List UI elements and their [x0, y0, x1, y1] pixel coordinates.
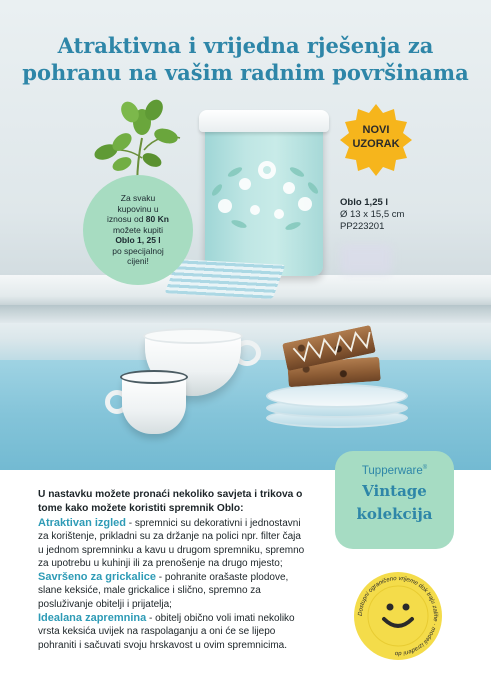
headline-line-2: pohranu na vašim radnim površinama [22, 60, 469, 85]
tip-text: - obitelj obično voli imati nekoliko [146, 613, 295, 624]
tip-line: za upotrebu u kuhinji ili za prenošenje na drugo mjesto; [38, 558, 283, 570]
product-info [340, 197, 404, 233]
intro-line: tome kako možete koristiti spremnik Oblo: [38, 502, 244, 514]
headline-line-1: Atraktivna i vrijedna rješenja za [57, 33, 434, 58]
product-dimensions: Ø 13 x 15,5 cm [340, 209, 405, 220]
floral-pattern [205, 148, 323, 248]
tip-title: Idealana zapremnina [38, 612, 147, 624]
tip-title: Atraktivan izgled [38, 517, 127, 529]
tip-1 [38, 517, 320, 571]
tip-line: vrsta keksića uvijek na raspolaganju a oni će se lijepo [38, 626, 276, 638]
oblo-canister-image [205, 126, 323, 276]
tip-line: slane keksiće, male grickalice i slično, spremno za [38, 585, 261, 597]
promo-product: Oblo 1, 25 l [115, 235, 161, 246]
intro-line: U nastavku možete pronaći nekoliko savjeta i trikova o [38, 489, 303, 500]
vintage-title: Vintage [362, 482, 427, 500]
tip-line: posluživanje obitelji i prijatelja; [38, 598, 172, 610]
intro-text [38, 488, 308, 515]
vintage-collection-card [335, 451, 454, 549]
plate-image [266, 384, 408, 408]
registered-mark: ® [422, 465, 428, 472]
tip-line [38, 571, 320, 584]
promo-circle [83, 175, 193, 285]
brand-name: Tupperware [361, 465, 423, 477]
tip-line: u jednom spremninku a kavu u drugom spremniku, spremno [38, 544, 305, 556]
collection-title: kolekcija [356, 505, 433, 523]
new-badge-text [340, 123, 412, 151]
tip-line [38, 517, 320, 530]
canister-lid [199, 110, 329, 132]
promo-line [107, 214, 169, 225]
tip-text: - pohranite orašaste plodove, [156, 572, 289, 583]
promo-line: možete kupiti [112, 224, 164, 235]
shelf-shadow [0, 305, 491, 323]
cup-image [122, 376, 186, 434]
smiley-seal-icon [353, 571, 443, 661]
badge-line: UZORAK [352, 138, 400, 150]
tip-line: pohraniti i sačuvati svoju hrskavost u ovim spremnicima. [38, 639, 287, 651]
seal-text: Dostupni ograničeno vrijeme dok traju zalihe · modeli izrađeni do [357, 575, 439, 657]
tip-title: Savršeno za grickalice [38, 571, 157, 583]
promo-text: iznosu od [107, 214, 146, 225]
promo-amount: 80 Kn [145, 214, 169, 225]
tip-line [38, 612, 320, 625]
tip-text: - spremnici su dekorativni i jednostavni [126, 518, 301, 529]
napkin-image [165, 259, 286, 299]
cup-rim [120, 370, 188, 384]
headline [20, 32, 471, 86]
product-name: Oblo 1,25 l [340, 197, 389, 208]
bowl-rim [143, 328, 243, 344]
product-code: PP223201 [340, 221, 385, 232]
brand-logo [335, 465, 454, 477]
tip-line: za korištenje, prikladni su za držanje na polici npr. filter čaja [38, 531, 301, 543]
promo-line: po specijalnoj [112, 245, 164, 256]
badge-line: NOVI [362, 124, 390, 136]
tip-3 [38, 612, 320, 652]
promo-line: cijeni! [127, 256, 149, 267]
blurred-price [340, 244, 392, 274]
promo-line: kupovinu u [117, 203, 159, 214]
promo-line: Za svaku [120, 193, 156, 204]
tip-2 [38, 571, 320, 611]
